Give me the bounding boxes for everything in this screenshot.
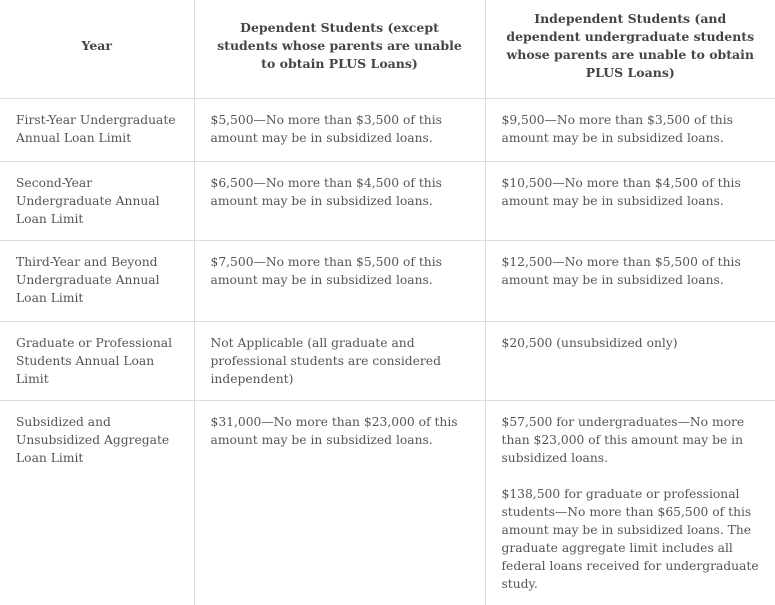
dependent-cell: $6,500—No more than $4,500 of this amount may be in subsidized loans. <box>194 162 485 241</box>
year-cell: Graduate or Professional Students Annual Loan Limit <box>0 322 194 401</box>
independent-text-graduate: $138,500 for graduate or professional students—No more than $65,500 of this amount may be in subsidized loans. The graduate aggregate limit includes all federal loans received for undergraduate study. <box>502 485 760 593</box>
independent-text-undergraduate: $57,500 for undergraduates—No more than $23,000 of this amount may be in subsidized loans. <box>502 413 760 467</box>
independent-text: $9,500—No more than $3,500 of this amount may be in subsidized loans. <box>502 111 760 147</box>
independent-cell <box>485 322 775 401</box>
year-cell: Third-Year and Beyond Undergraduate Annual Loan Limit <box>0 241 194 322</box>
header-row <box>0 0 775 99</box>
independent-cell <box>485 162 775 241</box>
year-cell: Second-Year Undergraduate Annual Loan Limit <box>0 162 194 241</box>
year-cell: First-Year Undergraduate Annual Loan Limit <box>0 99 194 162</box>
independent-text: $12,500—No more than $5,500 of this amount may be in subsidized loans. <box>502 253 760 289</box>
table-row <box>0 99 775 162</box>
independent-text: $20,500 (unsubsidized only) <box>502 334 760 352</box>
table-row <box>0 322 775 401</box>
year-cell: Subsidized and Unsubsidized Aggregate Loan Limit <box>0 401 194 605</box>
dependent-cell: $31,000—No more than $23,000 of this amount may be in subsidized loans. <box>194 401 485 605</box>
header-year: Year <box>0 0 194 99</box>
independent-cell <box>485 401 775 605</box>
dependent-cell: $7,500—No more than $5,500 of this amount may be in subsidized loans. <box>194 241 485 322</box>
header-dependent-students: Dependent Students (except students whose parents are unable to obtain PLUS Loans) <box>194 0 485 99</box>
table-row <box>0 401 775 605</box>
independent-cell <box>485 241 775 322</box>
dependent-cell: Not Applicable (all graduate and professional students are considered independent) <box>194 322 485 401</box>
header-independent-students: Independent Students (and dependent undergraduate students whose parents are unable to obtain PLUS Loans) <box>485 0 775 99</box>
dependent-cell: $5,500—No more than $3,500 of this amount may be in subsidized loans. <box>194 99 485 162</box>
table-row <box>0 241 775 322</box>
table-row <box>0 162 775 241</box>
independent-cell <box>485 99 775 162</box>
independent-text: $10,500—No more than $4,500 of this amount may be in subsidized loans. <box>502 174 760 210</box>
